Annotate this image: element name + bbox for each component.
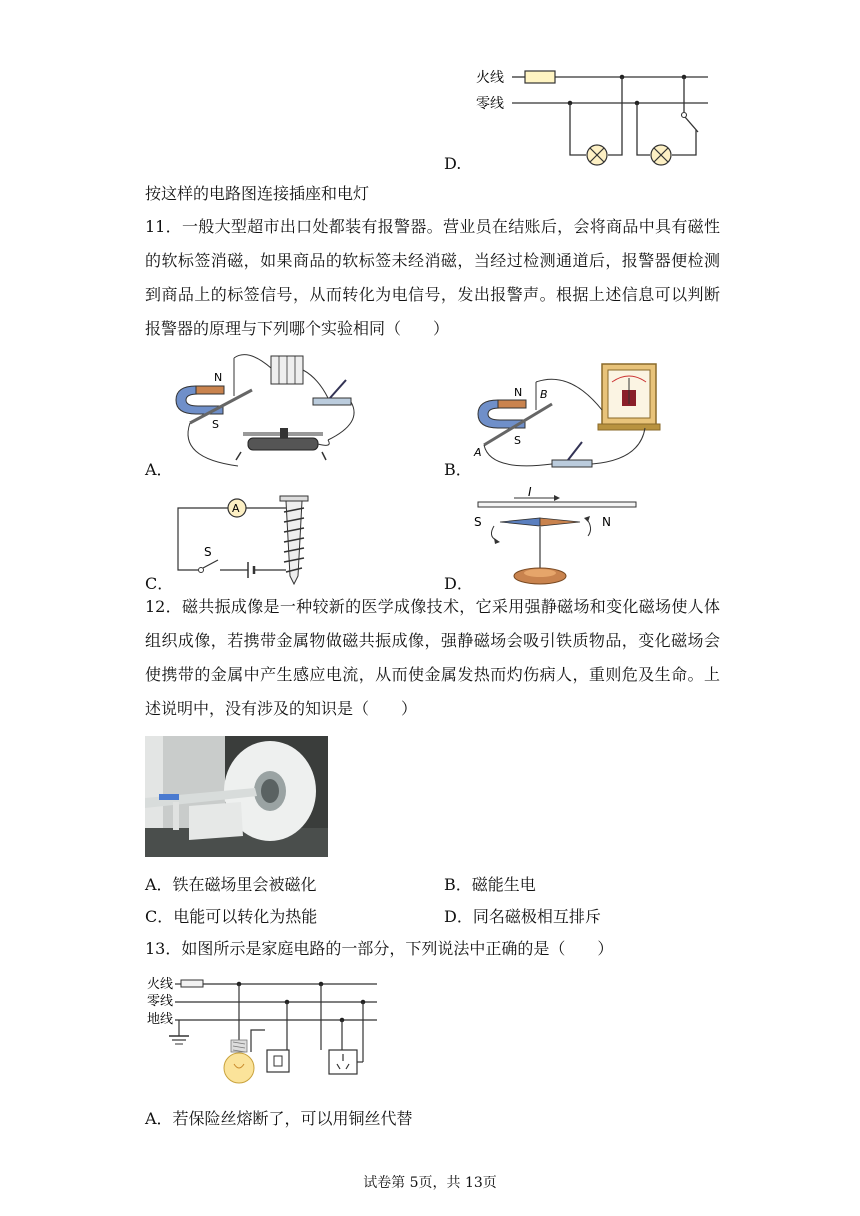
neutral-wire-label: 零线	[147, 994, 174, 1009]
page-footer: 试卷第 5页，共 13页	[363, 1175, 497, 1191]
q13-stem: 13．如图所示是家庭电路的一部分，下列说法中正确的是（ ）	[145, 939, 614, 958]
q11-figure-d	[470, 484, 640, 592]
needle-n-label: N	[602, 515, 611, 529]
switch-box-icon	[267, 1050, 289, 1072]
q13-option-a: A．若保险丝熔断了，可以用铜丝代替	[145, 1109, 413, 1128]
live-wire-label: 火线	[147, 977, 174, 992]
light-bulb-icon	[224, 1040, 254, 1083]
needle-s-label: S	[474, 515, 482, 529]
rod-end-b-label: B	[540, 388, 548, 401]
q10-option-d-label: D.	[444, 154, 462, 173]
lamp-icon	[651, 145, 671, 165]
magnet-n-label: N	[514, 386, 523, 399]
arrow-right-icon	[554, 495, 560, 501]
q11-option-b-label: B．	[444, 460, 472, 479]
switch-icon	[685, 117, 698, 132]
q13-household-circuit-diagram	[145, 972, 385, 1094]
q11-figure-a	[168, 348, 368, 480]
knife-switch-icon	[552, 460, 592, 467]
fuse-icon	[525, 71, 555, 83]
socket-icon	[329, 1050, 357, 1074]
magnet-s-label: S	[212, 418, 219, 431]
q12-option-a: A．铁在磁场里会被磁化	[145, 875, 317, 894]
q12-option-d: D．同名磁极相互排斥	[444, 907, 601, 926]
q12-stem: 12．磁共振成像是一种较新的医学成像技术，它采用强静磁场和变化磁场使人体组织成像，若携带金属物做磁共振成像，强静磁场会吸引铁质物品，变化磁场会使携带的金属中产生感应电流，从而使金属发热而灼伤病人，重则危及生命。上述说明中，没有涉及的知识是（ ）	[145, 597, 720, 718]
compass-needle-icon	[500, 518, 540, 526]
ammeter-label: A	[232, 502, 240, 515]
q10-note: 按这样的电路图连接插座和电灯	[145, 184, 370, 203]
switch-icon	[203, 560, 218, 568]
knife-switch-icon	[313, 398, 351, 405]
q11-figure-c	[168, 492, 318, 592]
q12-option-c: C．电能可以转化为热能	[145, 907, 318, 926]
q10-circuit-diagram	[470, 60, 720, 175]
electromagnet-screw-icon	[280, 496, 308, 584]
current-label: I	[528, 485, 532, 499]
fuse-icon	[181, 980, 203, 987]
magnet-s-label: S	[514, 434, 521, 447]
rheostat-icon	[248, 438, 318, 450]
q11-option-a-label: A．	[145, 460, 173, 479]
q12-option-b: B．磁能生电	[444, 875, 536, 894]
switch-label: S	[204, 545, 212, 559]
mri-machine-photo	[145, 736, 328, 857]
neutral-wire-label: 零线	[476, 96, 504, 112]
straight-wire-icon	[478, 502, 636, 507]
magnet-n-label: N	[214, 371, 223, 384]
q11-stem: 11．一般大型超市出口处都装有报警器。营业员在结账后，会将商品中具有磁性的软标签消磁，如果商品的软标签未经消磁，当经过检测通道后，报警器便检测到商品上的标签信号，从而转化为电信号，发出报警声。根据上述信息可以判断报警器的原理与下列哪个实验相同（ ）	[145, 217, 720, 338]
q11-figure-b	[470, 360, 665, 478]
rod-end-a-label: A	[474, 446, 482, 459]
ground-icon	[169, 1036, 189, 1044]
lamp-icon	[587, 145, 607, 165]
ground-wire-label: 地线	[147, 1012, 174, 1027]
live-wire-label: 火线	[476, 70, 504, 86]
q11-option-d-label: D．	[444, 574, 473, 593]
q11-option-c-label: C．	[145, 574, 174, 593]
